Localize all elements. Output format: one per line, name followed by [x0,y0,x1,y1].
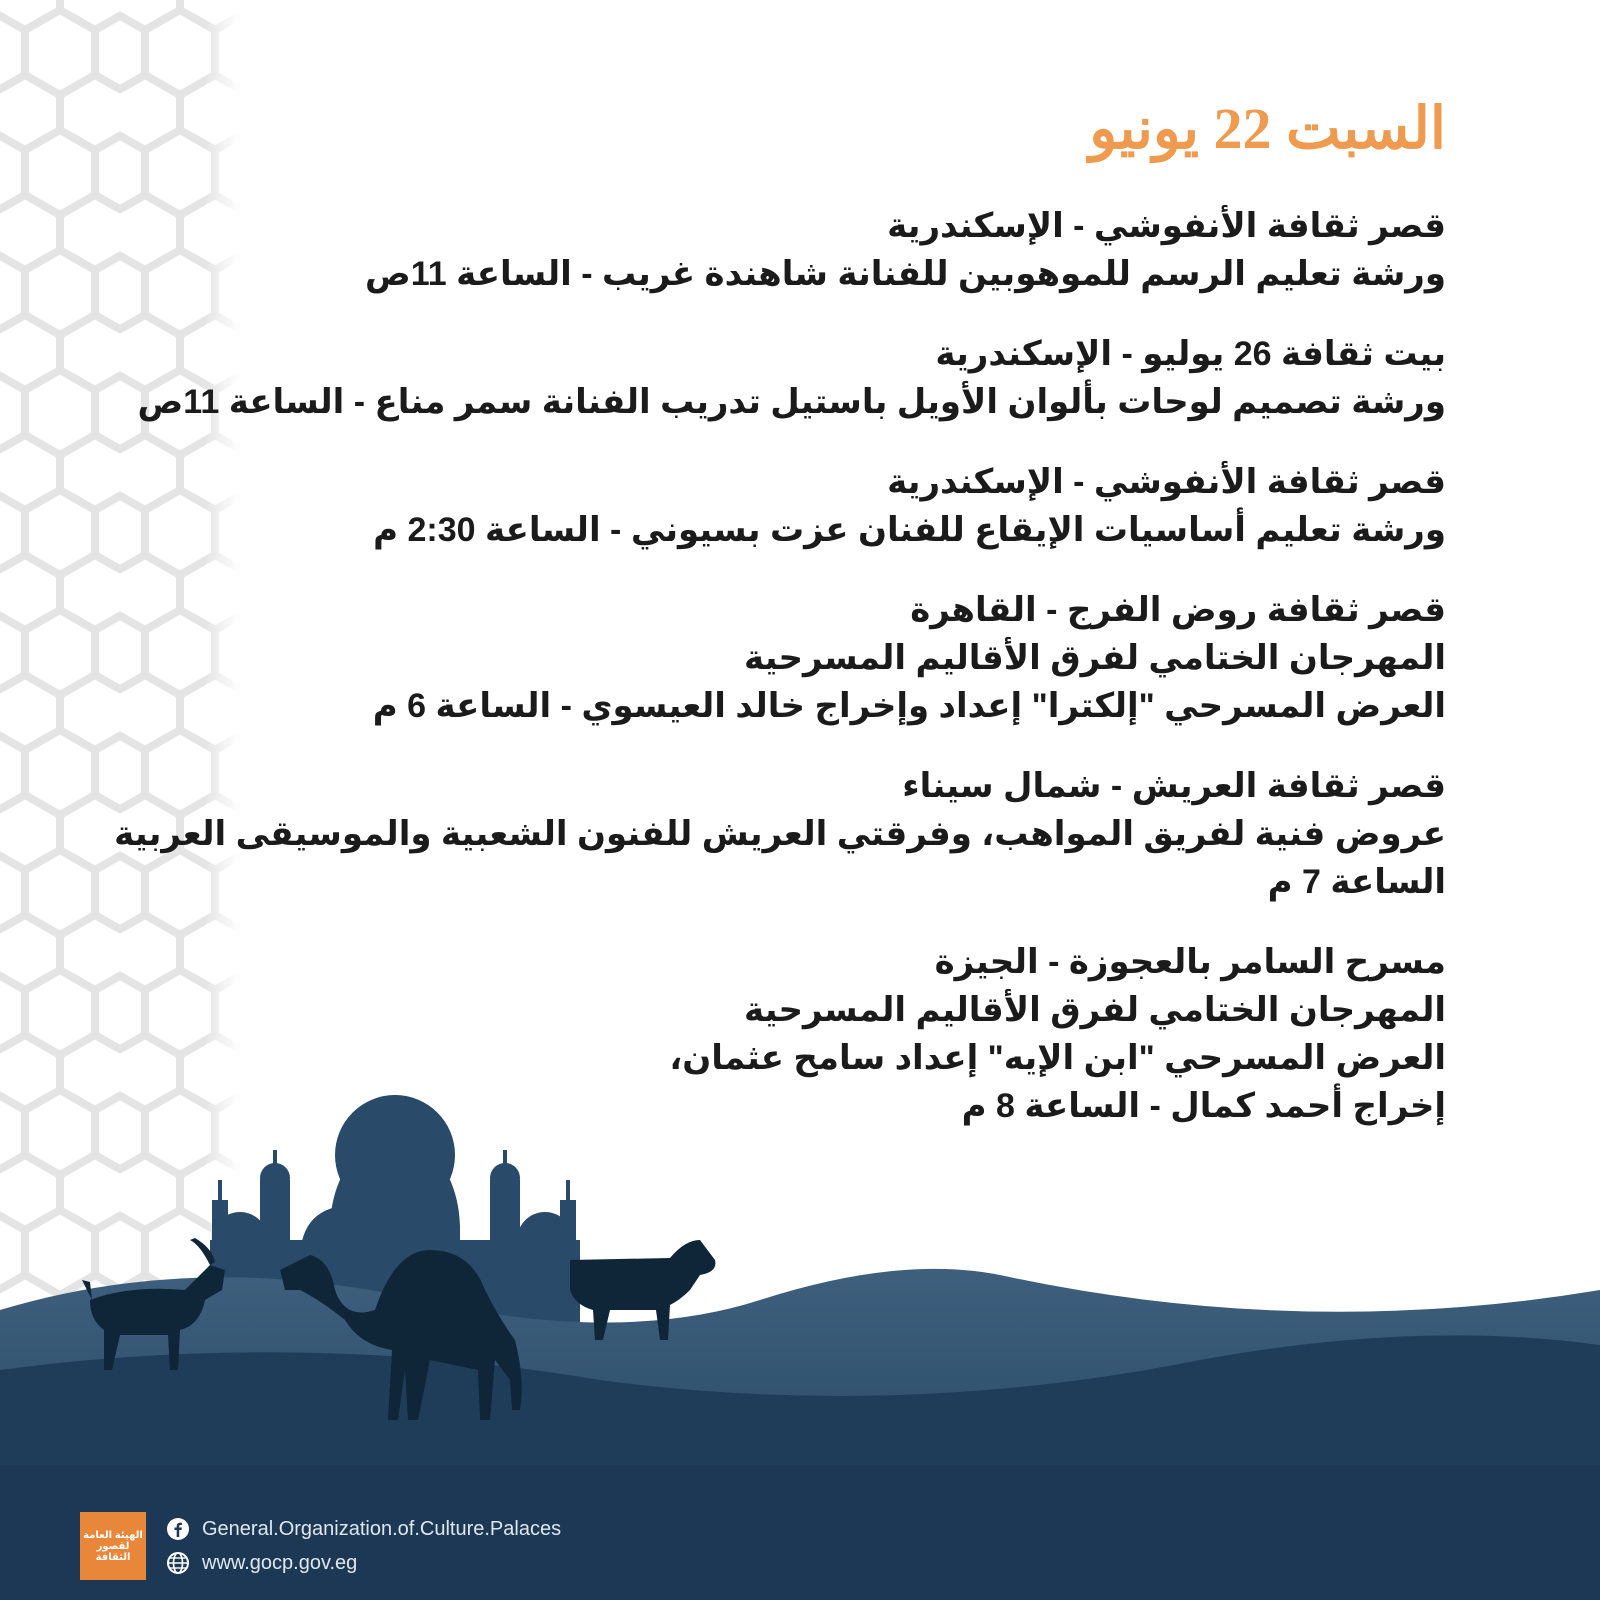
event-venue: قصر ثقافة الأنفوشي - الإسكندرية [887,463,1446,501]
event-description: المهرجان الختامي لفرق الأقاليم المسرحية [744,639,1446,677]
facebook-page-name: General.Organization.of.Culture.Palaces [202,1517,562,1540]
footer-links [166,1517,561,1575]
event-entry [206,586,1446,730]
event-venue: قصر ثقافة روض الفرج - القاهرة [910,591,1446,629]
facebook-link[interactable] [166,1517,561,1541]
footer [80,1512,561,1580]
gocp-logo [80,1512,146,1580]
event-description: ورشة تعليم الرسم للموهوبين للفنانة شاهندة غريب - الساعة 11ص [364,255,1446,293]
event-description: العرض المسرحي "إلكترا" إعداد وإخراج خالد العيسوي - الساعة 6 م [372,687,1446,725]
website-link[interactable] [166,1551,561,1575]
event-entry [114,762,1446,906]
event-description: عروض فنية لفريق المواهب، وفرقتي العريش للفنون الشعبية والموسيقى العربية [114,815,1446,853]
event-description: ورشة تعليم أساسيات الإيقاع للفنان عزت بسيوني - الساعة 2:30 م [373,511,1446,549]
event-description: العرض المسرحي "ابن الإيه" إعداد سامح عثمان، [669,1039,1446,1077]
event-venue: قصر ثقافة الأنفوشي - الإسكندرية [887,207,1446,245]
schedule-content [114,96,1446,1162]
event-venue: بيت ثقافة 26 يوليو - الإسكندرية [935,335,1446,373]
event-time: إخراج أحمد كمال - الساعة 8 م [961,1087,1446,1125]
event-description: المهرجان الختامي لفرق الأقاليم المسرحية [744,991,1446,1029]
event-entry [206,202,1446,298]
globe-icon [166,1551,190,1575]
logo-text: الهيئة العامة لقصور الثقافة [83,1529,143,1563]
event-entry [206,458,1446,554]
event-entry [206,938,1446,1130]
facebook-icon [166,1517,190,1541]
page-title: السبت 22 يونيو [1089,96,1446,161]
event-venue: قصر ثقافة العريش - شمال سيناء [902,767,1446,805]
event-entry [137,330,1446,426]
website-url: www.gocp.gov.eg [202,1551,358,1574]
event-venue: مسرح السامر بالعجوزة - الجيزة [934,943,1446,981]
event-description: ورشة تصميم لوحات بألوان الأويل باستيل تدريب الفنانة سمر مناع - الساعة 11ص [137,383,1446,421]
event-time: الساعة 7 م [1267,863,1446,901]
